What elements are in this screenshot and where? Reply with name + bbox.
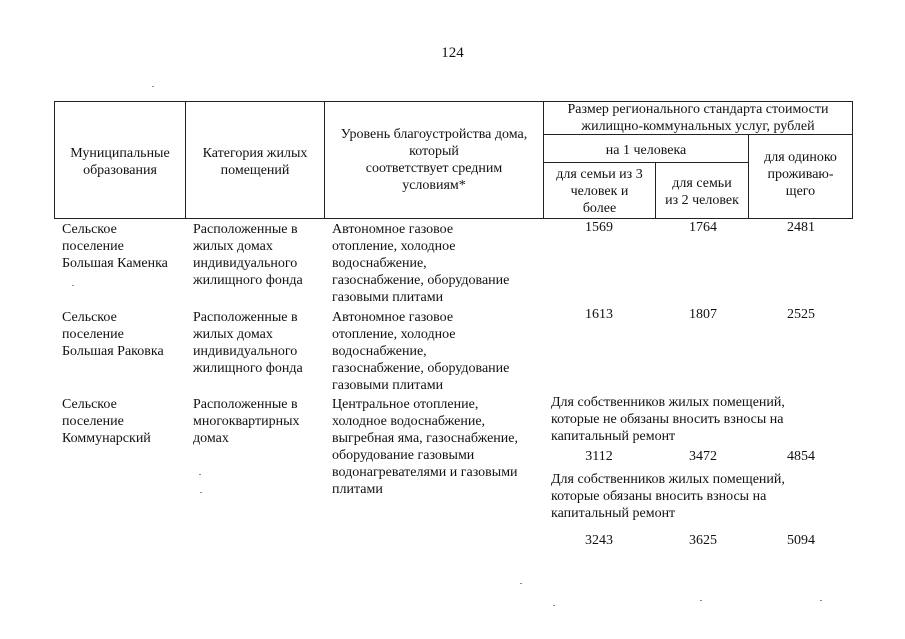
value-single: 4854 xyxy=(787,449,815,464)
value-family-3: 3112 xyxy=(585,449,613,464)
value-single: 2481 xyxy=(787,220,815,235)
scan-speck xyxy=(700,600,702,601)
header-category: Категория жилых помещений xyxy=(202,146,308,178)
header-family-2: для семьи из 2 человек xyxy=(665,176,739,208)
row-level: Автономное газовое отопление, холодное водоснабжение, газоснабжение, оборудование газовыми плитами xyxy=(332,222,510,305)
scan-speck xyxy=(152,86,154,87)
header-bottom-line xyxy=(54,218,853,219)
row-category: Расположенные в жилых домах индивидуального жилищного фонда xyxy=(193,222,303,288)
owners-note-capital-repair: Для собственников жилых помещений, которые обязаны вносить взносы на капитальный ремонт xyxy=(551,472,785,521)
value-family-2: 1807 xyxy=(689,307,717,322)
scan-speck xyxy=(553,605,555,606)
row-level: Автономное газовое отопление, холодное водоснабжение, газоснабжение, оборудование газовыми плитами xyxy=(332,310,510,393)
header-per-person: на 1 человека xyxy=(605,143,687,158)
header-level: Уровень благоустройства дома, который соответствует средним условиям* xyxy=(340,127,528,193)
value-single: 5094 xyxy=(787,533,815,548)
scan-speck xyxy=(200,492,202,493)
row-category: Расположенные в жилых домах индивидуального жилищного фонда xyxy=(193,310,303,376)
header-standard: Размер регионального стандарта стоимости жилищно-коммунальных услуг, рублей xyxy=(567,102,829,134)
row-municipal: Сельское поселение Коммунарский xyxy=(62,397,151,446)
scan-speck xyxy=(199,474,201,475)
header-single: для одиноко проживаю- щего xyxy=(764,150,837,199)
scan-speck xyxy=(820,600,822,601)
value-single: 2525 xyxy=(787,307,815,322)
header-municipal: Муниципальные образования xyxy=(70,146,170,178)
value-family-2: 1764 xyxy=(689,220,717,235)
page-number: 124 xyxy=(441,45,464,61)
header-family-3: для семьи из 3 человек и более xyxy=(556,167,643,216)
scan-speck xyxy=(520,583,522,584)
row-municipal: Сельское поселение Большая Раковка xyxy=(62,310,164,359)
value-family-3: 1613 xyxy=(585,307,613,322)
owners-note-no-capital-repair: Для собственников жилых помещений, которые не обязаны вносить взносы на капитальный ремонт xyxy=(551,395,785,444)
row-municipal: Сельское поселение Большая Каменка xyxy=(62,222,168,271)
value-family-3: 1569 xyxy=(585,220,613,235)
header-divider-per-person xyxy=(543,162,748,163)
value-family-2: 3472 xyxy=(689,449,717,464)
scan-speck xyxy=(72,285,74,286)
row-category: Расположенные в многоквартирных домах xyxy=(193,397,300,446)
table-border-right xyxy=(852,101,853,219)
row-level: Центральное отопление, холодное водоснабжение, выгребная яма, газоснабжение, оборудование газовыми водонагревателями и газовыми плитами xyxy=(332,397,519,497)
value-family-3: 3243 xyxy=(585,533,613,548)
value-family-2: 3625 xyxy=(689,533,717,548)
